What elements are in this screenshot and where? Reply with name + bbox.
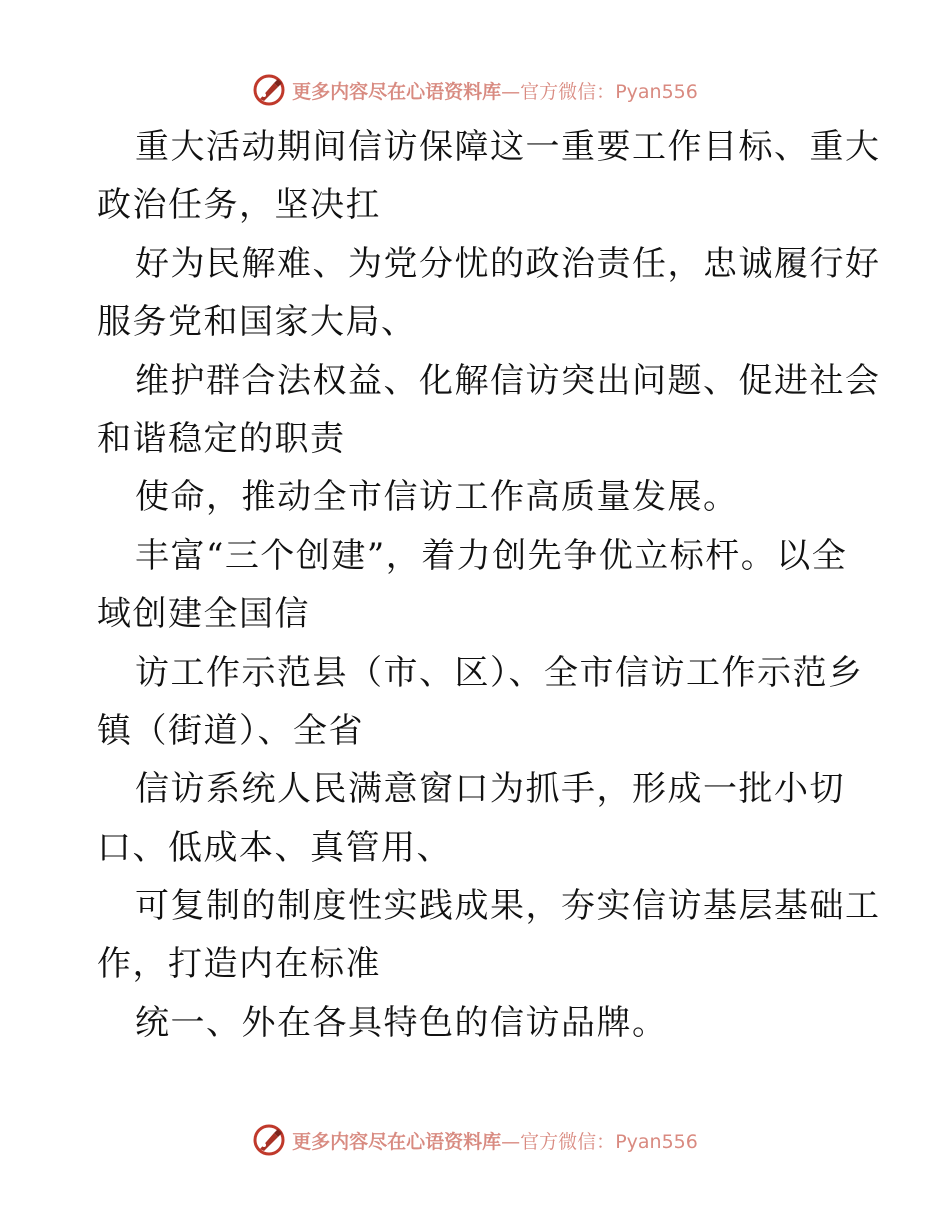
text-line: 镇（街道）、全省 — [97, 710, 364, 751]
footer-watermark — [0, 1120, 950, 1160]
fountain-pen-icon — [252, 1123, 286, 1157]
text-line: 作，打造内在标准 — [97, 944, 381, 985]
text-line: 服务党和国家大局、 — [97, 302, 417, 343]
fountain-pen-icon — [252, 73, 286, 107]
text-line: 维护群合法权益、化解信访突出问题、促进社会 — [135, 360, 881, 401]
text-line: 统一、外在各具特色的信访品牌。 — [135, 1002, 668, 1043]
text-line: 使命，推动全市信访工作高质量发展。 — [135, 477, 739, 518]
text-line: 和谐稳定的职责 — [97, 418, 346, 459]
document-body — [97, 118, 881, 1052]
text-line: 域创建全国信 — [97, 594, 310, 635]
text-line: 口、低成本、真管用、 — [97, 827, 452, 868]
text-line: 丰富“三个创建”，着力创先争优立标杆。以全 — [135, 535, 848, 576]
watermark-brand: 更多内容尽在心语资料库 — [292, 1130, 502, 1153]
watermark-dash: — — [501, 80, 521, 103]
watermark-text — [292, 1127, 698, 1154]
watermark-wechat-id: Pyan556 — [615, 80, 698, 103]
text-line: 好为民解难、为党分忧的政治责任，忠诚履行好 — [135, 243, 881, 284]
watermark-wechat-id: Pyan556 — [615, 1130, 698, 1153]
watermark-official-label: 官方微信： — [520, 80, 616, 103]
watermark-brand: 更多内容尽在心语资料库 — [292, 80, 502, 103]
header-watermark — [0, 70, 950, 110]
text-line: 重大活动期间信访保障这一重要工作目标、重大 — [135, 127, 881, 167]
watermark-dash: — — [501, 1130, 521, 1153]
text-line: 访工作示范县（市、区）、全市信访工作示范乡 — [135, 652, 864, 693]
text-line: 政治任务，坚决扛 — [97, 185, 381, 226]
watermark-content — [252, 73, 698, 107]
watermark-text — [292, 77, 698, 104]
watermark-content — [252, 1123, 698, 1157]
text-line: 可复制的制度性实践成果，夯实信访基层基础工 — [135, 886, 881, 927]
text-line: 信访系统人民满意窗口为抓手，形成一批小切 — [135, 769, 845, 810]
watermark-official-label: 官方微信： — [520, 1130, 616, 1153]
